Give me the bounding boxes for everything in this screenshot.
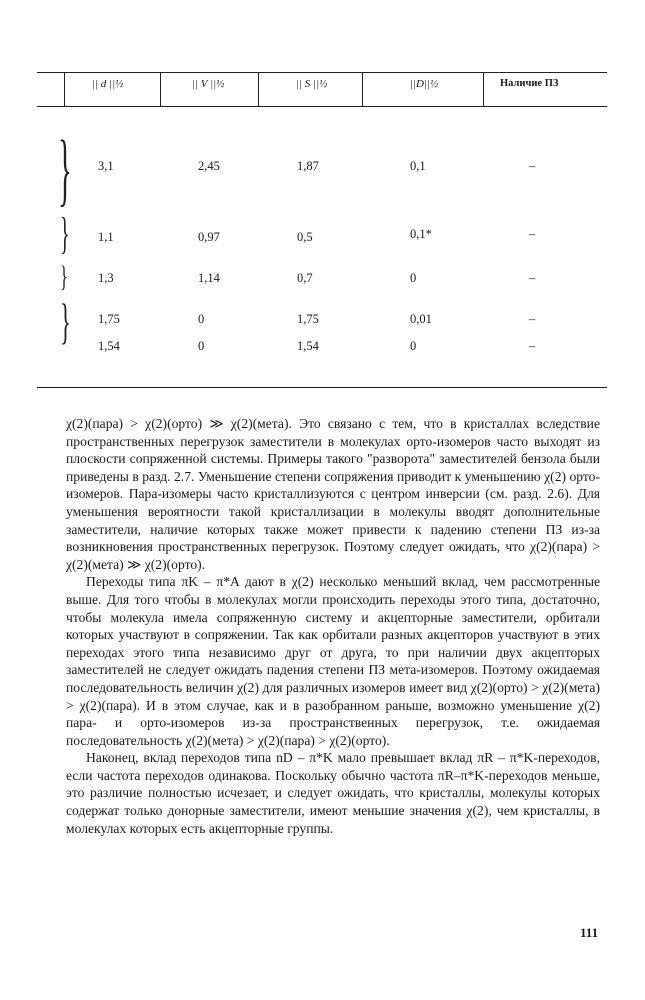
paragraph: Наконец, вклад переходов типа nD – π*K мало превышает вклад πR – π*K-переходов, если частота переходов одинакова. Поскольку обычно частота πR–π*K-переходов меньше, это различие полностью исчезает, и следует ожидать, что кристаллы, молекулы которых содержат только донорные заместители, имеют меньшие значения χ(2), чем кристаллы, в молекулах которых есть акцепторные группы. bbox=[66, 750, 600, 836]
paragraph: Переходы типа πK – π*A дают в χ(2) несколько меньший вклад, чем рассмотренные выше. Для того чтобы в молекулах могли происходить переходы этого типа, достаточно, чтобы молекула имела сопряженную систему и акцепторные заместители, орбитали которых участвуют в сопряжении. Так как орбитали разных акцепторов участвуют в этих переходах этого типа независимо друг от друга, то при наличии двух акцепторых заместителей не следует ожидать падения степени ПЗ мета-изомеров. Поэтому ожидаемая последовательность величин χ(2) для различных изомеров имеет вид χ(2)(орто) > χ(2)(мета) > χ(2)(пара). И в этом случае, как и в разобранном раньше, возможно уменьшение χ(2) пара- и орто-изомеров из-за пространственных перегрузок, т.е. ожидаемая последовательность χ(2)(мета) > χ(2)(пара) > χ(2)(орто). bbox=[66, 574, 600, 748]
group-brace: } bbox=[60, 260, 68, 293]
col-divider bbox=[362, 72, 363, 106]
cell: 1,3 bbox=[98, 271, 114, 285]
cell: – bbox=[529, 271, 536, 285]
cell: – bbox=[529, 227, 536, 241]
table-top-rule bbox=[37, 72, 607, 73]
paragraph: χ(2)(пара) > χ(2)(орто) ≫ χ(2)(мета). Это связано с тем, что в кристаллах вследствие пространственных перегрузок заместители в молекулах орто-изомеров часто выходят из плоскости сопряженной системы. Примеры такого "разворота" заместителей бензола были приведены в разд. 2.7. Уменьшение степени сопряжения приводит к уменьшению χ(2) орто-изомеров. Пара-изомеры часто кристаллизуются с центром инверсии (см. разд. 2.6). Для уменьшения вероятности такой кристаллизации в молекулы вводят дополнительные заместители, наличие которых также может привести к падению степени ПЗ из-за возникновения пространственных перегрузок. Поэтому следует ожидать, что χ(2)(пара) > χ(2)(мета) ≫ χ(2)(орто). bbox=[66, 416, 600, 572]
group-brace: } bbox=[60, 209, 70, 258]
table-header-rule bbox=[37, 106, 607, 107]
col-divider bbox=[64, 72, 65, 106]
header-v: || V ||½ bbox=[192, 78, 225, 90]
group-brace: } bbox=[58, 123, 72, 214]
cell: 1,54 bbox=[98, 339, 120, 353]
cell: 1,54 bbox=[297, 339, 319, 353]
table-bottom-rule bbox=[37, 387, 607, 388]
page-number: 111 bbox=[580, 925, 599, 940]
cell: 0 bbox=[198, 312, 205, 326]
header-d: || d ||½ bbox=[92, 78, 124, 90]
header-D: ||D||½ bbox=[410, 78, 439, 90]
header-s: || S ||½ bbox=[296, 78, 328, 90]
cell: – bbox=[529, 312, 536, 326]
cell: 0,97 bbox=[198, 230, 220, 244]
cell: 3,1 bbox=[98, 159, 114, 173]
group-brace: } bbox=[60, 293, 71, 349]
header-pz: Наличие ПЗ bbox=[500, 78, 559, 89]
body-text bbox=[66, 415, 600, 837]
cell: 0 bbox=[198, 339, 205, 353]
cell: 0,1 bbox=[410, 159, 426, 173]
cell: 0 bbox=[410, 339, 417, 353]
col-divider bbox=[258, 72, 259, 106]
cell: 0,7 bbox=[297, 271, 313, 285]
cell: – bbox=[529, 339, 536, 353]
col-divider bbox=[483, 72, 484, 106]
col-divider bbox=[160, 72, 161, 106]
cell: – bbox=[529, 159, 536, 173]
cell: 1,1 bbox=[98, 230, 114, 244]
cell: 0 bbox=[410, 271, 417, 285]
cell: 2,45 bbox=[198, 159, 220, 173]
cell: 0,1* bbox=[410, 227, 432, 241]
cell: 1,87 bbox=[297, 159, 319, 173]
cell: 0,5 bbox=[297, 230, 313, 244]
cell: 1,75 bbox=[98, 312, 120, 326]
cell: 1,75 bbox=[297, 312, 319, 326]
cell: 1,14 bbox=[198, 271, 220, 285]
cell: 0,01 bbox=[410, 312, 432, 326]
